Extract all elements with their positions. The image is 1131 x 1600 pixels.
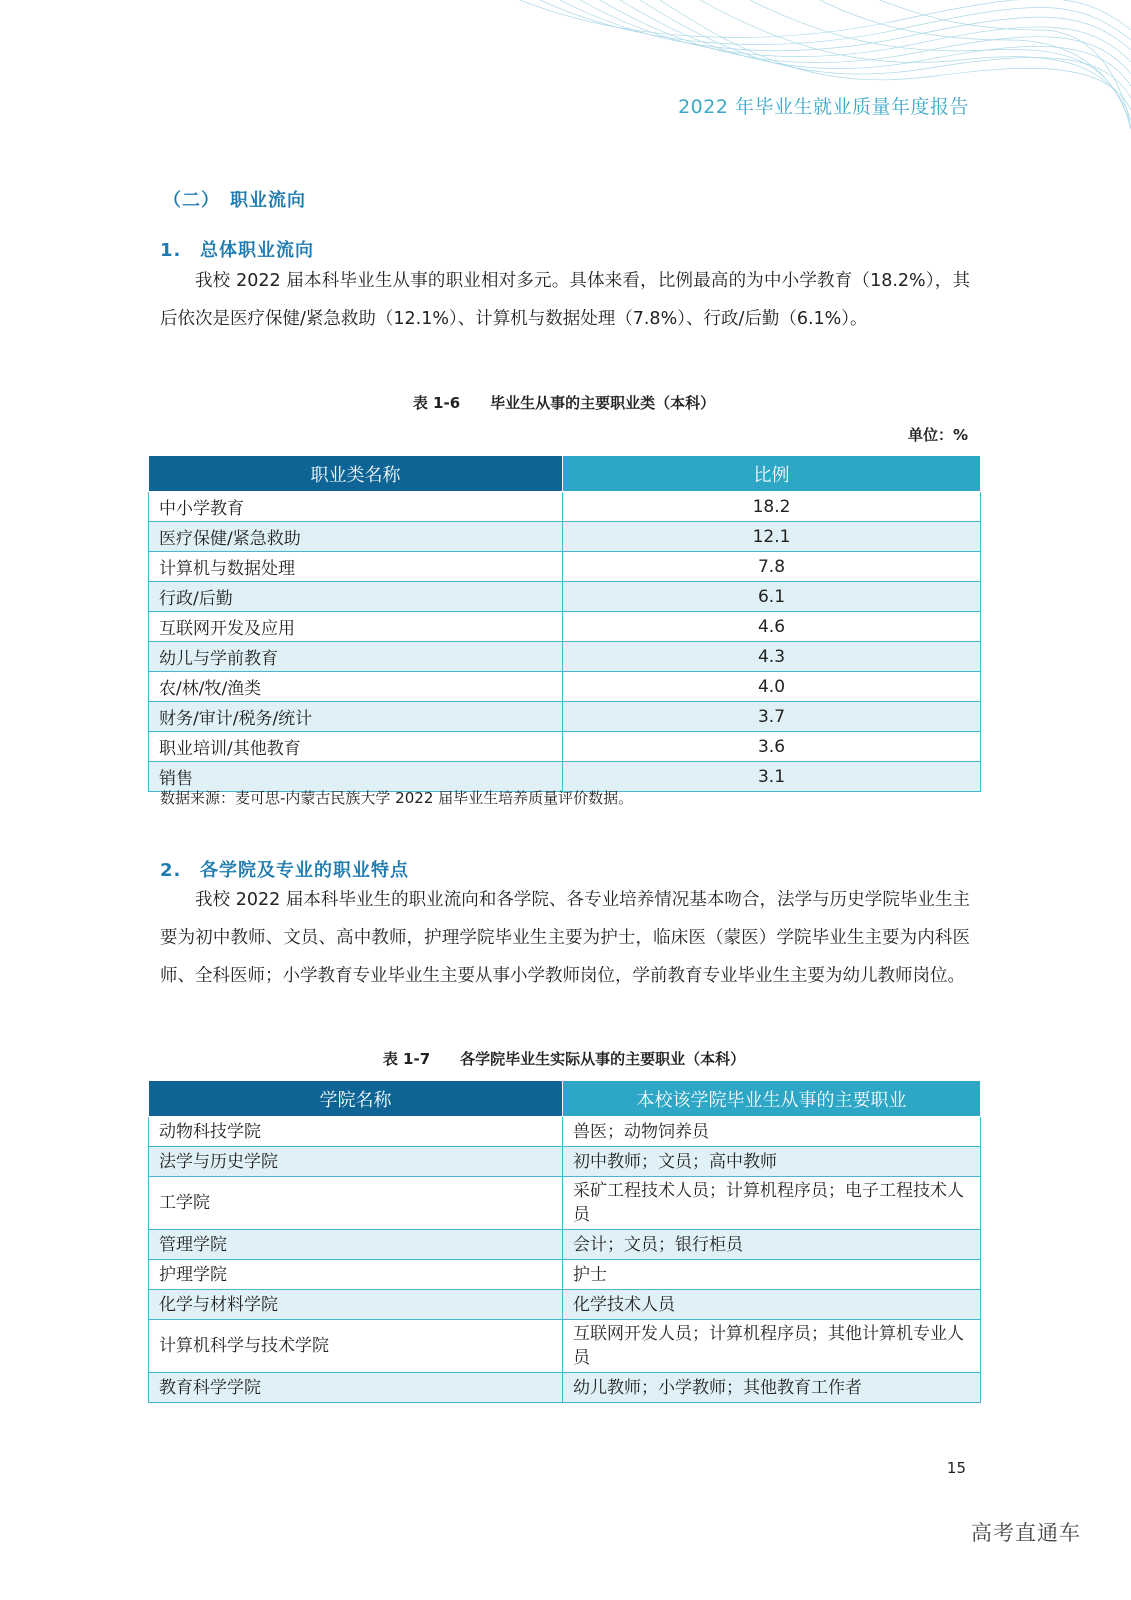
college-occupation-table: [148, 1080, 981, 1403]
table-row: [149, 612, 981, 642]
ratio-cell: 3.6: [563, 732, 981, 762]
occupation-name-cell: 职业培训/其他教育: [149, 732, 563, 762]
occupation-name-cell: 医疗保健/紧急救助: [149, 522, 563, 552]
occupations-cell: 初中教师；文员；高中教师: [563, 1147, 981, 1177]
table-row: [149, 1320, 981, 1373]
ratio-cell: 6.1: [563, 582, 981, 612]
ratio-cell: 4.3: [563, 642, 981, 672]
occupation-name-cell: 计算机与数据处理: [149, 552, 563, 582]
occupations-cell: 会计；文员；银行柜员: [563, 1230, 981, 1260]
college-name-cell: 管理学院: [149, 1230, 563, 1260]
subsection-2-number: 2.: [160, 860, 182, 881]
table-1-caption: [148, 392, 980, 413]
table-row: [149, 522, 981, 552]
table-row: [149, 1117, 981, 1147]
occupations-cell: 兽医；动物饲养员: [563, 1117, 981, 1147]
occupation-name-cell: 幼儿与学前教育: [149, 642, 563, 672]
occupations-cell: 化学技术人员: [563, 1290, 981, 1320]
subsection-1-heading: [160, 236, 314, 262]
table-header-row: [149, 456, 981, 492]
college-name-cell: 化学与材料学院: [149, 1290, 563, 1320]
college-name-cell: 工学院: [149, 1177, 563, 1230]
table-1-caption-number: 表 1-6: [412, 394, 461, 412]
college-name-cell: 教育科学学院: [149, 1373, 563, 1403]
table-row: [149, 672, 981, 702]
table-row: [149, 582, 981, 612]
section-title: （二） 职业流向: [163, 190, 306, 211]
subsection-1-title: 总体职业流向: [200, 240, 314, 261]
college-name-cell: 动物科技学院: [149, 1117, 563, 1147]
table-row: [149, 1290, 981, 1320]
table-1-caption-title: 毕业生从事的主要职业类（本科）: [490, 394, 716, 412]
table-row: [149, 732, 981, 762]
watermark-text: 高考直通车: [971, 1521, 1081, 1545]
occupation-name-cell: 财务/审计/税务/统计: [149, 702, 563, 732]
occupations-cell: 幼儿教师；小学教师；其他教育工作者: [563, 1373, 981, 1403]
report-header-title: 2022 年毕业生就业质量年度报告: [678, 96, 969, 118]
column-header-ratio: 比例: [563, 456, 981, 492]
college-name-cell: 护理学院: [149, 1260, 563, 1290]
table-2-caption: [148, 1048, 980, 1069]
table-1-source-note: 数据来源：麦可思-内蒙古民族大学 2022 届毕业生培养质量评价数据。: [160, 789, 634, 807]
occupation-table: [148, 455, 981, 792]
column-header-college: 学院名称: [149, 1081, 563, 1117]
college-name-cell: 法学与历史学院: [149, 1147, 563, 1177]
ratio-cell: 12.1: [563, 522, 981, 552]
table-row: [149, 1373, 981, 1403]
page-number: 15: [946, 1459, 966, 1477]
table-row: [149, 1260, 981, 1290]
occupation-name-cell: 互联网开发及应用: [149, 612, 563, 642]
table-row: [149, 702, 981, 732]
ratio-cell: 4.0: [563, 672, 981, 702]
subsection-2-heading: [160, 856, 409, 882]
occupation-name-cell: 行政/后勤: [149, 582, 563, 612]
table-row: [149, 1230, 981, 1260]
occupation-name-cell: 农/林/牧/渔类: [149, 672, 563, 702]
table-row: [149, 1177, 981, 1230]
table-header-row: [149, 1081, 981, 1117]
ratio-cell: 7.8: [563, 552, 981, 582]
subsection-1-number: 1.: [160, 240, 182, 261]
column-header-occupations: 本校该学院毕业生从事的主要职业: [563, 1081, 981, 1117]
occupation-name-cell: 中小学教育: [149, 492, 563, 522]
ratio-cell: 18.2: [563, 492, 981, 522]
table-2-caption-title: 各学院毕业生实际从事的主要职业（本科）: [460, 1050, 746, 1068]
ratio-cell: 4.6: [563, 612, 981, 642]
subsection-2-paragraph: 我校 2022 届本科毕业生的职业流向和各学院、各专业培养情况基本吻合，法学与历史学院毕业生主要为初中教师、文员、高中教师，护理学院毕业生主要为护士，临床医（蒙医）学院毕业生主要为内科医师、全科医师；小学教育专业毕业生主要从事小学教师岗位，学前教育专业毕业生主要为幼儿教师岗位。: [160, 890, 970, 986]
occupations-cell: 护士: [563, 1260, 981, 1290]
column-header-occupation: 职业类名称: [149, 456, 563, 492]
occupation-name-cell: 销售: [149, 762, 563, 792]
occupations-cell: 采矿工程技术人员；计算机程序员；电子工程技术人员: [563, 1177, 981, 1230]
table-1-unit: 单位：%: [907, 426, 968, 444]
table-row: [149, 642, 981, 672]
subsection-2-title: 各学院及专业的职业特点: [200, 860, 409, 881]
ratio-cell: 3.7: [563, 702, 981, 732]
subsection-1-paragraph: 我校 2022 届本科毕业生从事的职业相对多元。具体来看，比例最高的为中小学教育（18.2%），其后依次是医疗保健/紧急救助（12.1%）、计算机与数据处理（7.8%）、行政/后勤（6.1%）。: [160, 271, 970, 329]
occupations-cell: 互联网开发人员；计算机程序员；其他计算机专业人员: [563, 1320, 981, 1373]
table-row: [149, 1147, 981, 1177]
table-row: [149, 552, 981, 582]
table-row: [149, 492, 981, 522]
table-2-caption-number: 表 1-7: [382, 1050, 431, 1068]
ratio-cell: 3.1: [563, 762, 981, 792]
college-name-cell: 计算机科学与技术学院: [149, 1320, 563, 1373]
